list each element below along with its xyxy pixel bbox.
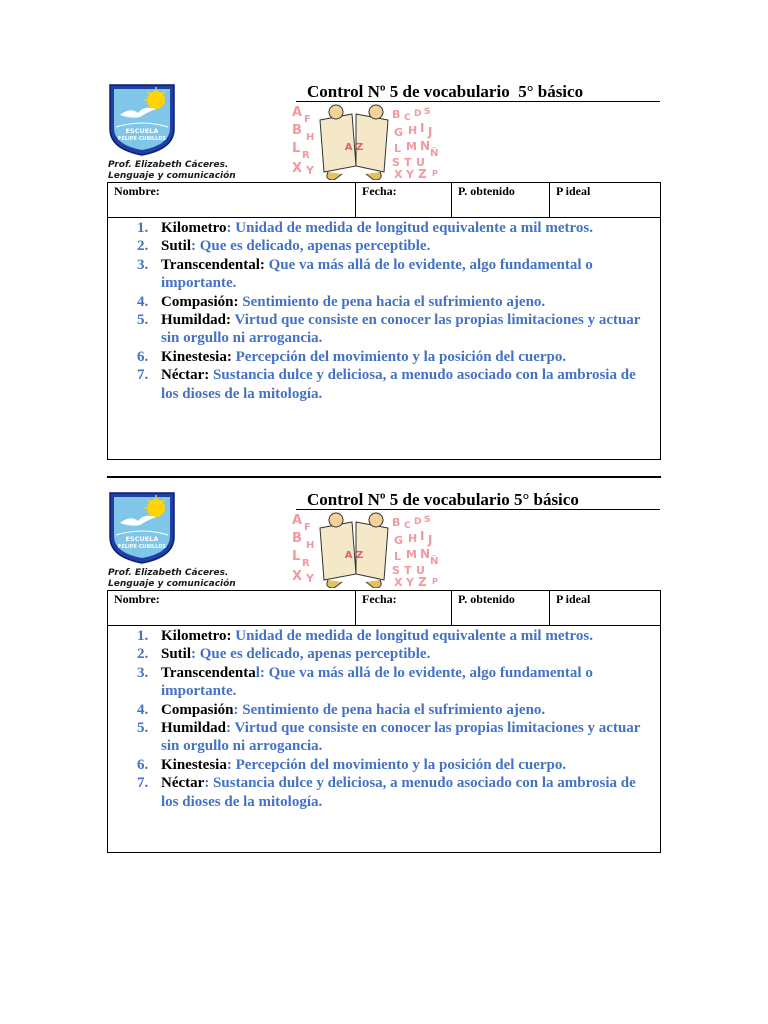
item-number: 3. (137, 256, 149, 273)
vocabulary-term: Kilometro (161, 220, 227, 236)
svg-text:B: B (392, 108, 401, 121)
vocabulary-item (108, 366, 660, 403)
vocabulary-item (108, 256, 660, 293)
puntaje-ideal-field[interactable]: P ideal (556, 184, 591, 198)
vocabulary-item (108, 719, 660, 756)
item-number: 4. (137, 701, 149, 718)
vocabulary-item (108, 645, 660, 663)
item-number: 1. (137, 628, 149, 644)
vocabulary-item (108, 293, 660, 311)
vocabulary-item (108, 756, 660, 774)
student-info-table (107, 182, 661, 218)
vocabulary-definition: Percepción del movimiento y la posición del cuerpo. (231, 348, 567, 365)
vocabulary-item (108, 348, 660, 366)
svg-text:Z: Z (418, 575, 427, 588)
vocabulary-item (108, 774, 660, 811)
vocabulary-definition: l: Que va más allá de lo evidente, algo fundamental o importante. (161, 664, 593, 700)
vocabulary-definition: : Unidad de medida de longitud equivalente a mil metros. (226, 220, 593, 236)
vocabulary-item (108, 701, 660, 719)
svg-text:B: B (292, 531, 302, 546)
vocabulary-definition: Sentimiento de pena hacia el sufrimiento ajeno. (238, 293, 546, 310)
teacher-info (108, 568, 308, 590)
vocabulary-term: Humildad: (161, 312, 232, 329)
svg-text:R: R (302, 150, 310, 161)
svg-text:M: M (406, 140, 417, 153)
svg-text:L: L (394, 550, 402, 563)
teacher-name: Prof. Elizabeth Cáceres. (108, 160, 229, 170)
subject-name: Lenguaje y comunicación (108, 579, 236, 589)
teacher-info (108, 160, 308, 182)
logo-text-line1: ESCUELA (125, 127, 159, 135)
vocabulary-item (108, 664, 660, 701)
svg-text:Y: Y (306, 164, 314, 177)
svg-text:X: X (292, 161, 303, 176)
svg-text:F: F (304, 522, 311, 533)
svg-text:N: N (420, 139, 431, 153)
vocabulary-term: Sutil (161, 646, 192, 663)
vocabulary-definition: Unidad de medida de longitud equivalente a mil metros. (231, 628, 593, 644)
control-title: Control Nº 5 de vocabulario 5° básico (296, 82, 660, 102)
vocabulary-term: Transcendenta (161, 664, 256, 681)
svg-text:R: R (302, 558, 310, 569)
vocabulary-term: Kilometro: (161, 628, 232, 644)
svg-text:J: J (428, 125, 433, 139)
svg-text:N: N (420, 547, 431, 561)
puntaje-ideal-field[interactable]: P ideal (556, 592, 591, 606)
vocabulary-item (108, 311, 660, 348)
vocabulary-term: Néctar: (161, 367, 210, 384)
svg-text:S: S (392, 564, 400, 577)
fecha-field[interactable]: Fecha: (356, 591, 452, 625)
nombre-field[interactable]: Nombre: (108, 591, 356, 625)
vocabulary-box (107, 626, 661, 853)
svg-text:X: X (292, 569, 303, 584)
svg-text:Ñ: Ñ (430, 148, 439, 159)
student-info-table (107, 590, 661, 626)
logo-text-line1: ESCUELA (125, 535, 159, 543)
item-number: 1. (137, 220, 149, 236)
svg-text:X: X (394, 576, 403, 588)
svg-text:A: A (292, 513, 303, 528)
vocabulary-definition: : Percepción del movimiento y la posición del cuerpo. (226, 756, 567, 773)
dictionary-illustration (290, 510, 440, 588)
school-shield-logo (108, 83, 176, 157)
item-number: 5. (137, 720, 149, 737)
item-number: 7. (137, 775, 149, 792)
vocabulary-term: Kinestesia (161, 756, 227, 773)
vocabulary-term: Humildad (161, 720, 227, 737)
svg-text:T: T (404, 156, 412, 169)
svg-text:S: S (392, 156, 400, 169)
subject-name: Lenguaje y comunicación (108, 171, 236, 181)
svg-text:Y: Y (406, 576, 414, 588)
vocabulary-control (0, 408, 768, 828)
vocabulary-term: Sutil (161, 238, 192, 255)
vocabulary-control (0, 0, 768, 420)
svg-text:J: J (428, 533, 433, 547)
svg-text:I: I (420, 529, 425, 543)
svg-text:P: P (432, 577, 438, 586)
vocabulary-definition: Virtud que consiste en conocer las propias limitaciones y actuar sin orgullo ni arrogancia. (161, 312, 641, 347)
svg-text:P: P (432, 169, 438, 178)
item-number: 5. (137, 312, 149, 329)
svg-text:I: I (420, 121, 425, 135)
vocabulary-item (108, 627, 660, 645)
svg-text:S: S (424, 515, 431, 525)
svg-text:H: H (408, 532, 418, 545)
svg-text:C: C (404, 113, 411, 123)
vocabulary-definition: Sustancia dulce y deliciosa, a menudo asociado con la ambrosia de los dioses de la mitología. (161, 367, 636, 402)
vocabulary-term: Compasión (161, 701, 234, 718)
svg-text:S: S (424, 107, 431, 117)
svg-text:D: D (414, 517, 422, 527)
item-number: 4. (137, 293, 149, 310)
section-divider (107, 476, 661, 478)
vocabulary-term: Néctar (161, 775, 205, 792)
control-title: Control Nº 5 de vocabulario 5° básico (296, 490, 660, 510)
svg-text:D: D (414, 109, 422, 119)
svg-text:F: F (304, 114, 311, 125)
svg-text:A: A (292, 105, 303, 120)
svg-text:G: G (394, 126, 404, 139)
svg-text:U: U (416, 564, 425, 577)
fecha-field[interactable]: Fecha: (356, 183, 452, 217)
logo-text-line2: FELIPE CUBILLOS (117, 136, 167, 142)
svg-text:Y: Y (406, 168, 414, 180)
vocabulary-definition: : Virtud que consiste en conocer las propias limitaciones y actuar sin orgullo ni arrogancia. (161, 720, 641, 755)
dictionary-illustration (290, 102, 440, 180)
svg-text:H: H (306, 540, 315, 551)
svg-text:T: T (404, 564, 412, 577)
vocabulary-item (108, 237, 660, 255)
vocabulary-definition: : Que es delicado, apenas perceptible. (191, 238, 431, 255)
svg-text:B: B (292, 123, 302, 138)
vocabulary-definition: : Sustancia dulce y deliciosa, a menudo asociado con la ambrosia de los dioses de la mitología. (161, 775, 636, 810)
svg-text:G: G (394, 534, 404, 547)
svg-text:L: L (394, 142, 402, 155)
svg-text:Y: Y (306, 572, 314, 585)
vocabulary-definition: Que va más allá de lo evidente, algo fundamental o importante. (161, 256, 593, 292)
school-shield-logo (108, 491, 176, 565)
svg-text:M: M (406, 548, 417, 561)
vocabulary-term: Transcendental: (161, 256, 265, 273)
svg-text:Z: Z (418, 167, 427, 180)
svg-text:X: X (394, 168, 403, 180)
svg-text:L: L (292, 549, 301, 564)
vocabulary-list (108, 626, 660, 811)
vocabulary-list (108, 218, 660, 403)
item-number: 3. (137, 664, 149, 681)
teacher-name: Prof. Elizabeth Cáceres. (108, 568, 229, 578)
svg-text:Ñ: Ñ (430, 556, 439, 567)
svg-text:L: L (292, 141, 301, 156)
vocabulary-definition: : Que es delicado, apenas perceptible. (191, 646, 431, 663)
puntaje-obtenido-field[interactable]: P. obtenido (452, 591, 550, 625)
svg-text:C: C (404, 521, 411, 531)
item-number: 6. (137, 348, 149, 365)
svg-text:A Z: A Z (344, 550, 364, 561)
vocabulary-item (108, 219, 660, 237)
puntaje-obtenido-field[interactable]: P. obtenido (452, 183, 550, 217)
item-number: 7. (137, 367, 149, 384)
vocabulary-term: Compasión: (161, 293, 239, 310)
svg-text:A Z: A Z (344, 142, 364, 153)
vocabulary-term: Kinestesia: (161, 348, 232, 365)
item-number: 2. (137, 646, 149, 663)
svg-text:H: H (306, 132, 315, 143)
svg-text:U: U (416, 156, 425, 169)
vocabulary-definition: : Sentimiento de pena hacia el sufrimiento ajeno. (233, 701, 546, 718)
svg-text:H: H (408, 124, 418, 137)
item-number: 2. (137, 238, 149, 255)
nombre-field[interactable]: Nombre: (108, 183, 356, 217)
svg-text:B: B (392, 516, 401, 529)
item-number: 6. (137, 756, 149, 773)
logo-text-line2: FELIPE CUBILLOS (117, 544, 167, 550)
